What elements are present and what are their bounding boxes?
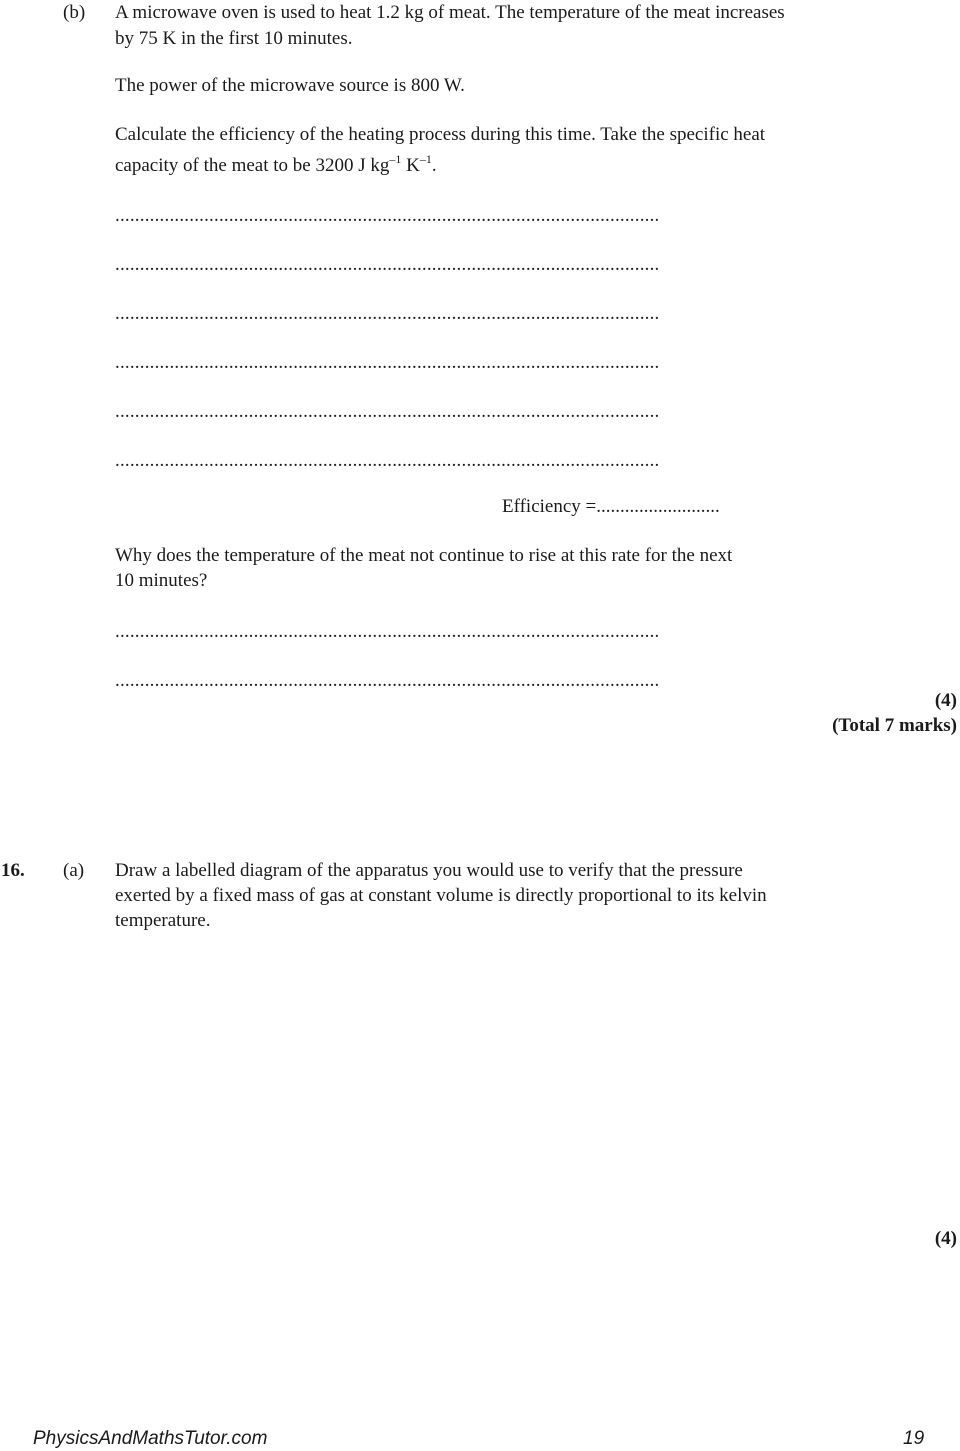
- footer-page-number: 19: [903, 1428, 925, 1449]
- part-label-a: (a): [63, 860, 85, 881]
- superscript: –1: [389, 152, 402, 166]
- answer-line[interactable]: ..............................................................................................................: [115, 450, 660, 471]
- question-text-line: Why does the temperature of the meat not continue to rise at this rate for the next: [115, 545, 733, 566]
- diagram-answer-space[interactable]: [115, 945, 915, 1210]
- marks-label: (4): [934, 690, 957, 711]
- specific-heat-end: .: [431, 155, 437, 176]
- superscript: –1: [419, 152, 432, 166]
- marks-label: (4): [934, 1228, 957, 1249]
- answer-line[interactable]: ..............................................................................................................: [115, 352, 660, 373]
- specific-heat-text: capacity of the meat to be 3200 J kg: [115, 155, 390, 176]
- efficiency-answer-line[interactable]: ..........................: [596, 496, 720, 517]
- answer-line[interactable]: ..............................................................................................................: [115, 205, 660, 226]
- answer-line[interactable]: ..............................................................................................................: [115, 401, 660, 422]
- question-text-specific-heat: [115, 153, 437, 178]
- total-marks-label: (Total 7 marks): [832, 715, 957, 736]
- answer-line[interactable]: ..............................................................................................................: [115, 254, 660, 275]
- question-number: 16.: [1, 860, 25, 881]
- efficiency-label: Efficiency =: [502, 496, 597, 517]
- part-label-b: (b): [63, 2, 86, 23]
- answer-line[interactable]: ..............................................................................................................: [115, 621, 660, 642]
- footer-site-name: PhysicsAndMathsTutor.com: [33, 1428, 268, 1449]
- specific-heat-unit: K: [401, 155, 420, 176]
- question-text-line: 10 minutes?: [115, 570, 208, 591]
- efficiency-answer: [502, 494, 720, 519]
- question-text-line: by 75 K in the first 10 minutes.: [115, 28, 353, 49]
- answer-line[interactable]: ..............................................................................................................: [115, 670, 660, 691]
- question-text-line: A microwave oven is used to heat 1.2 kg of meat. The temperature of the meat increases: [115, 2, 785, 23]
- question-text-line: exerted by a fixed mass of gas at constant volume is directly proportional to its kelvin: [115, 885, 767, 906]
- question-text-line: temperature.: [115, 910, 211, 931]
- answer-line[interactable]: ..............................................................................................................: [115, 303, 660, 324]
- question-text-power: The power of the microwave source is 800 W.: [115, 75, 465, 96]
- question-text-line: Draw a labelled diagram of the apparatus you would use to verify that the pressure: [115, 860, 743, 881]
- question-text-line: Calculate the efficiency of the heating process during this time. Take the specific heat: [115, 124, 766, 145]
